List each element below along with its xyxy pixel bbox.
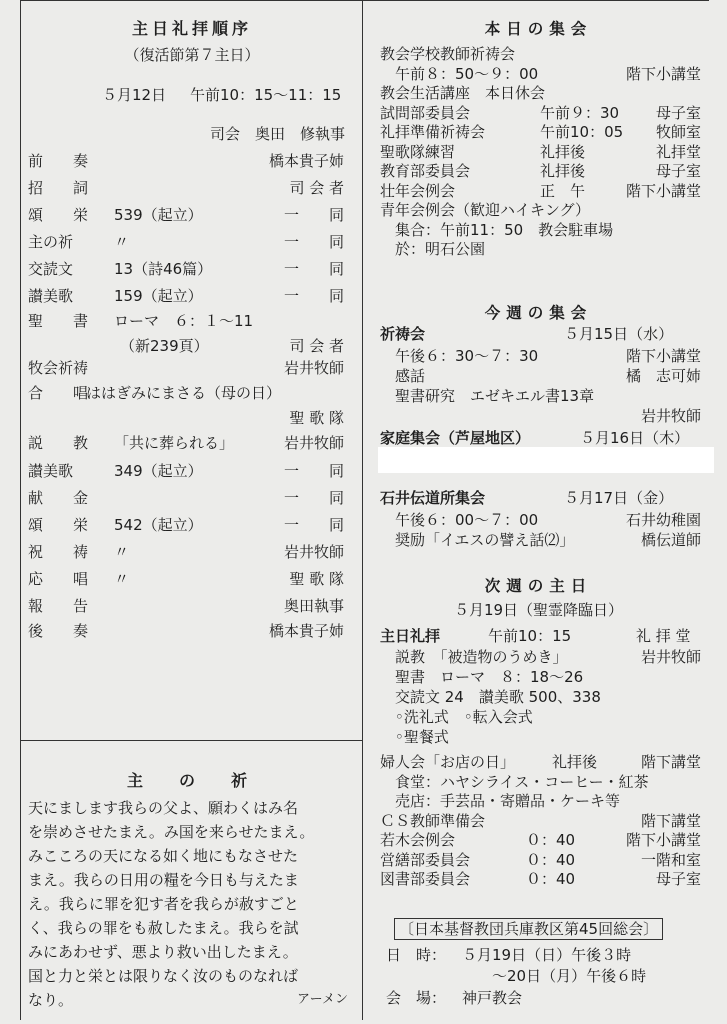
order-item-person: 司 会 者	[289, 337, 344, 355]
today-line-place: 階下小講堂	[625, 64, 701, 83]
prayer-line: みこころの天になる如く地にもなさせた	[28, 847, 299, 865]
next-worship-person: 岩井牧師	[640, 648, 701, 666]
next-event-place: 一階和室	[640, 850, 701, 869]
ishii-line: 午後６：00～７：00	[380, 511, 539, 529]
order-item-content: 349（起立）	[114, 462, 203, 480]
order-item-person: 司 会 者	[289, 179, 344, 197]
order-item-label: 応 唱	[28, 570, 89, 588]
order-item-content: （新239頁）	[120, 337, 209, 355]
order-item-label: 祝 祷	[28, 543, 89, 561]
order-item-person: 一 同	[283, 233, 344, 251]
ishii-meeting-date: ５月17日（金）	[564, 489, 674, 507]
order-item-label: 頌 栄	[28, 516, 89, 534]
ishii-line-right: 橋伝道師	[640, 531, 701, 549]
order-item-person: 奥田執事	[283, 597, 344, 615]
prayer-line: 国と力と栄とは限りなく汝のものなれば	[28, 967, 299, 985]
today-line-label: 礼拝準備祈祷会	[380, 123, 486, 141]
order-item-person: 一 同	[283, 516, 344, 534]
today-line-label: 試問部委員会	[380, 103, 471, 122]
prayer-meeting-person: 岩井牧師	[640, 407, 701, 425]
today-line-place: 母子室	[655, 103, 701, 122]
assembly-datetime-1: ５月19日（日）午後３時	[462, 946, 632, 964]
order-item-content: 159（起立）	[114, 287, 203, 305]
order-time: 午前10：15～11：15	[190, 86, 342, 104]
next-event-label: 若木会例会	[380, 831, 456, 849]
prayer-meeting-name: 祈祷会	[380, 325, 426, 343]
order-item-content: 542（起立）	[114, 516, 203, 534]
prayer-meeting-date: ５月15日（水）	[564, 325, 674, 343]
ishii-line-right: 石井幼稚園	[625, 511, 701, 529]
lords-prayer	[22, 740, 362, 1024]
next-worship-name: 主日礼拝	[380, 627, 441, 645]
order-item-label: 主の祈	[28, 233, 74, 251]
next-event-time: 礼拝後	[552, 753, 598, 771]
today-line-place: 礼拝堂	[655, 142, 701, 161]
next-worship-time: 午前10：15	[488, 627, 572, 645]
order-item-label: 合 唱	[28, 384, 89, 402]
next-worship-line: 交読文 24 讃美歌 500、338	[380, 688, 601, 706]
order-item-person: 一 同	[283, 260, 344, 278]
order-item-person: 聖 歌 隊	[289, 570, 344, 588]
order-item-content: 「共に葬られる」	[114, 434, 235, 452]
today-line-time: 礼拝後	[540, 142, 586, 161]
order-item-label: 讃美歌	[28, 462, 74, 480]
next-event-place: 階下講堂	[640, 753, 701, 771]
prayer-line: 天にまします我らの父よ、願わくはみ名	[28, 799, 299, 817]
today-line-label: 教会学校教師祈祷会	[380, 45, 516, 63]
order-item-content: 〃	[114, 570, 130, 588]
order-title: 主日礼拝順序	[131, 19, 252, 38]
next-event-label: 売店：手芸品・寄贈品・ケーキ等	[380, 792, 621, 810]
assembly-venue: 神戸教会	[462, 989, 523, 1007]
next-subtitle: ５月19日（聖霊降臨日）	[453, 601, 624, 619]
order-item-label: 交読文	[28, 260, 74, 278]
next-event-place: 階下小講堂	[625, 831, 701, 849]
today-line-label: 於：明石公園	[380, 240, 486, 258]
today-title: 本日の集会	[484, 20, 593, 38]
week-title: 今週の集会	[484, 304, 593, 322]
order-presider: 司会 奥田 修執事	[209, 125, 345, 143]
prayer-line: を崇めさせたまえ。み国を来らせたまえ。	[28, 823, 315, 841]
order-item-label: 後 奏	[28, 622, 89, 640]
order-item-content: ローマ ６：１～11	[114, 312, 254, 330]
order-item-label: 献 金	[28, 489, 89, 507]
order-item-content: 〃	[114, 233, 130, 251]
today-line-label: 青年会例会（歓迎ハイキング）	[380, 201, 591, 219]
order-item-person: 岩井牧師	[283, 359, 344, 377]
order-item-person: 一 同	[283, 287, 344, 305]
next-event-place: 階下講堂	[640, 811, 701, 830]
today-line-label: 壮年会例会	[380, 181, 456, 200]
prayer-amen: アーメン	[297, 992, 348, 1007]
next-worship-line: ◦聖餐式	[380, 728, 449, 746]
order-item-content: 539（起立）	[114, 206, 203, 224]
assembly-datetime-2: ～20日（月）午後６時	[492, 967, 647, 985]
order-item-content: 13（詩46篇）	[114, 260, 213, 278]
next-worship-line: 説教 「被造物のうめき」	[380, 648, 568, 666]
order-item-label: 牧会祈祷	[28, 359, 89, 377]
today-line-place: 母子室	[655, 162, 701, 180]
order-subtitle: （復活節第７主日）	[124, 46, 260, 64]
today-line-label: 教育部委員会	[380, 162, 471, 180]
next-event-time: ０：40	[526, 850, 576, 869]
order-item-person: 橋本貴子姉	[268, 152, 344, 170]
order-item-label: 説 教	[28, 434, 89, 452]
ishii-meeting-name: 石井伝道所集会	[380, 489, 486, 507]
prayer-title: 主 の 祈	[126, 771, 257, 790]
next-worship-place: 礼 拝 堂	[636, 627, 691, 645]
prayer-meeting-person: 階下小講堂	[625, 347, 701, 365]
next-event-label: 婦人会「お店の日」	[380, 753, 516, 771]
ishii-line: 奨励「イエスの譬え話⑵」	[380, 531, 575, 549]
order-item-person: 一 同	[283, 489, 344, 507]
prayer-line: く、我らの罪をも赦したまえ。我らを試	[28, 919, 299, 937]
order-item-person: 一 同	[283, 462, 344, 480]
order-item-label: 讃美歌	[28, 287, 74, 305]
today-line-label: 教会生活講座 本日休会	[380, 84, 546, 102]
order-item-label: 聖 書	[28, 312, 89, 330]
column-divider	[362, 0, 363, 1020]
home-meeting-date: ５月16日（木）	[580, 429, 690, 447]
order-date: ５月12日	[102, 86, 167, 104]
today-line-place: 階下小講堂	[625, 181, 701, 200]
next-event-time: ０：40	[526, 831, 576, 849]
prayer-meeting-line: 午後６：30～７：30	[380, 347, 539, 365]
next-worship-line: ◦洗礼式 ◦転入会式	[380, 708, 533, 726]
home-meeting-name: 家庭集会（芦屋地区）	[380, 429, 531, 447]
prayer-line: え。我らに罪を犯す者を我らが赦すごと	[28, 895, 299, 913]
prayer-meeting-person: 橘 志可姉	[625, 367, 701, 385]
today-line-time: 午前９：30	[540, 103, 620, 122]
next-event-label: 営繕部委員会	[380, 850, 471, 869]
right-column	[366, 0, 711, 1024]
today-line-label: 聖歌隊練習	[380, 142, 456, 161]
frame-left-rule	[20, 0, 21, 1020]
order-item-person: 岩井牧師	[283, 434, 344, 452]
order-item-person: 聖 歌 隊	[289, 409, 344, 427]
next-event-time: ０：40	[526, 870, 576, 888]
prayer-meeting-line: 感話	[380, 367, 426, 385]
order-item-label: 招 詞	[28, 179, 89, 197]
prayer-last-line: なり。	[28, 991, 74, 1009]
next-event-label: 食堂：ハヤシライス・コーヒー・紅茶	[380, 772, 649, 791]
assembly-venue-label: 会 場：	[386, 989, 447, 1007]
today-line-label: 集合：午前11：50 教会駐車場	[380, 220, 614, 239]
order-item-person: 岩井牧師	[283, 543, 344, 561]
next-event-label: 図書部委員会	[380, 870, 471, 888]
order-item-content: 〃	[114, 543, 130, 561]
today-line-time: 礼拝後	[540, 162, 586, 180]
today-line-label: 午前８：50～９：00	[380, 64, 539, 83]
prayer-meeting-line: 聖書研究 エゼキエル書13章	[380, 387, 595, 405]
order-item-person: 一 同	[283, 206, 344, 224]
today-line-time: 午前10：05	[540, 123, 624, 141]
order-item-label: 前 奏	[28, 152, 89, 170]
next-event-place: 母子室	[655, 870, 701, 888]
order-item-label: 頌 栄	[28, 206, 89, 224]
prayer-line: みにあわせず、悪より救い出したまえ。	[28, 943, 298, 961]
blank-patch	[378, 447, 714, 473]
next-worship-line: 聖書 ローマ ８：18～26	[380, 668, 584, 686]
next-event-label: ＣＳ教師準備会	[380, 811, 486, 830]
assembly-datetime-label: 日 時：	[386, 946, 447, 964]
assembly-title: 〔日本基督教団兵庫教区第45回総会〕	[394, 918, 663, 940]
prayer-line: まえ。我らの日用の糧を今日も与えたま	[28, 871, 299, 889]
next-title: 次週の主日	[484, 577, 593, 595]
today-line-time: 正 午	[540, 181, 586, 200]
today-line-place: 牧師室	[655, 123, 701, 141]
order-of-worship	[22, 0, 362, 740]
order-item-label: 報 告	[28, 597, 89, 615]
order-item-content: ははぎみにまさる（母の日）	[86, 384, 282, 402]
order-item-person: 橋本貴子姉	[268, 622, 344, 640]
